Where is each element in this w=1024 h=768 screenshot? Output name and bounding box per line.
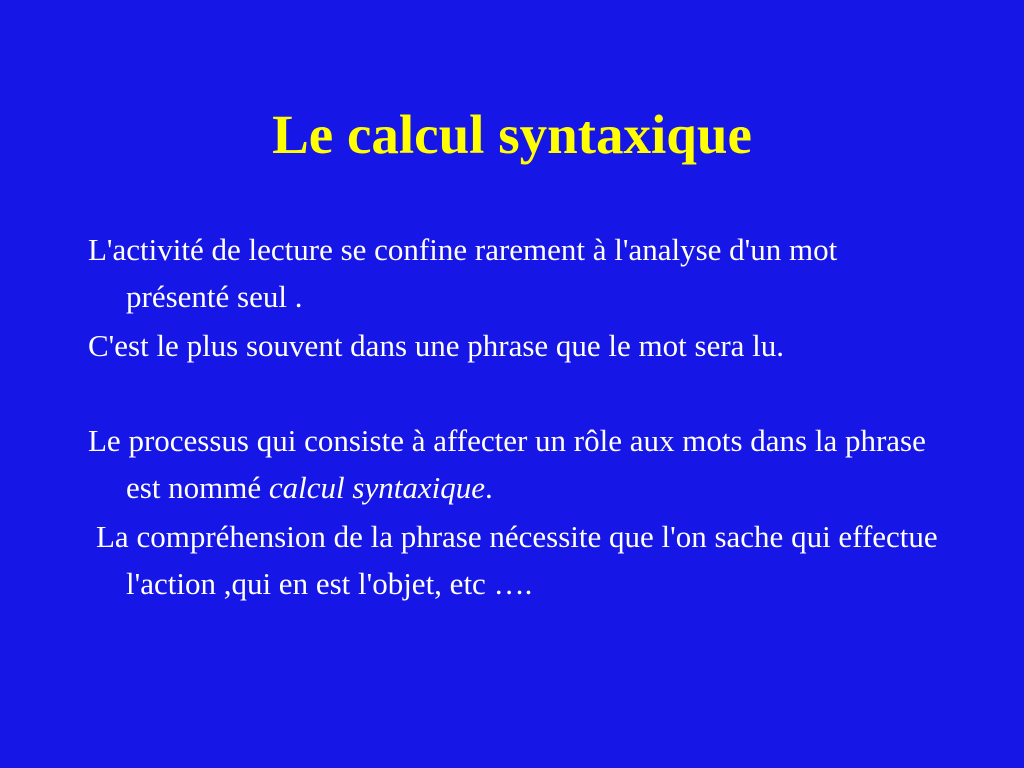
paragraph-syntactic-calculation [88, 417, 948, 511]
paragraph-text-before: Le processus qui consiste à affecter un rôle aux mots dans la phrase est nommé [88, 423, 926, 505]
slide-body [88, 226, 948, 609]
paragraph-text-after: . [484, 470, 493, 505]
paragraph-comprehension: La compréhension de la phrase nécessite que l'on sache qui effectue l'action ,qui en est l'objet, etc …. [96, 519, 938, 601]
paragraph-sentence-reading: C'est le plus souvent dans une phrase que le mot sera lu. [88, 328, 785, 363]
emphasized-term: calcul syntaxique [268, 470, 485, 505]
slide-title: Le calcul syntaxique [272, 104, 752, 165]
paragraph-reading-activity: L'activité de lecture se confine rarement à l'analyse d'un mot présenté seul . [88, 232, 838, 314]
